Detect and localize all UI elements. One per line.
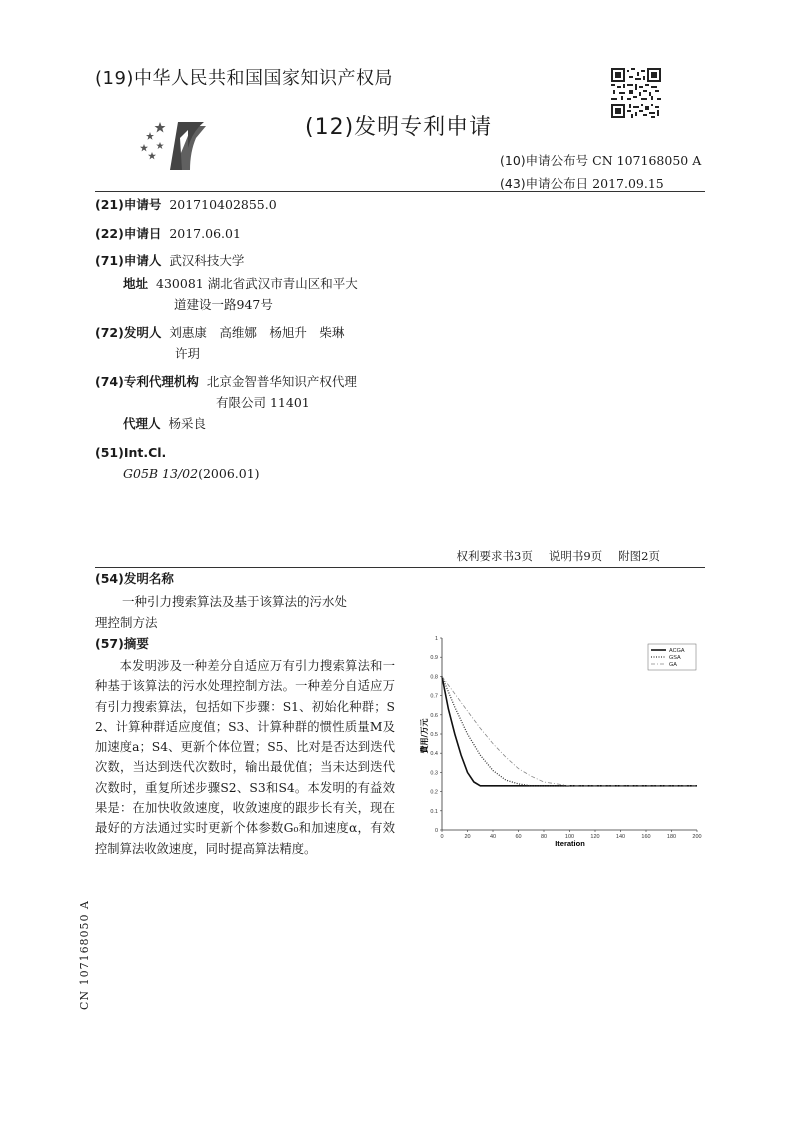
chart-y-tick-label: 0: [434, 828, 438, 834]
agent-label: 代理人: [123, 416, 161, 431]
chart-y-tick-label: 0.5: [430, 732, 438, 738]
chart-series-gsa: [442, 676, 697, 785]
abstract-field: [95, 633, 149, 655]
chart-y-tick-label: 0.6: [430, 712, 438, 719]
chart-y-tick-label: 0.8: [430, 674, 438, 681]
chart-x-tick-label: 160: [641, 834, 651, 840]
chart-y-tick-label: 1: [434, 636, 438, 642]
invention-title-label: (54)发明名称: [95, 571, 174, 586]
chart-y-tick-label: 0.4: [430, 751, 438, 758]
ipc-version: (2006.01): [198, 466, 260, 481]
agent: 杨采良: [168, 416, 207, 431]
address-field: [123, 273, 358, 295]
chart-y-tick-label: 0.3: [430, 770, 438, 777]
inventors-field: [95, 322, 344, 344]
abstract-label: (57)摘要: [95, 636, 149, 651]
chart-series-ga: [442, 676, 697, 785]
agency-line-2: 有限公司 11401: [216, 395, 310, 410]
description-pages: 说明书9页: [548, 549, 603, 563]
inventors-label: (72)发明人: [95, 325, 162, 340]
chart-y-tick-label: 0.1: [430, 808, 438, 815]
agent-field: [123, 413, 206, 435]
chart-x-tick-label: 60: [515, 834, 522, 840]
section-divider: [95, 567, 705, 568]
agency-field: [95, 371, 357, 393]
chart-x-tick-label: 0: [440, 834, 444, 840]
chart-series-acga: [442, 676, 697, 785]
inventors-line-1: 刘惠康 高维娜 杨旭升 柴琳: [169, 325, 345, 340]
chart-x-tick-label: 20: [464, 834, 471, 840]
application-date-field: [95, 223, 241, 245]
invention-title-field: [95, 568, 174, 590]
address-label: 地址: [123, 276, 149, 291]
chart-x-tick-label: 140: [615, 834, 626, 840]
chart-legend-label: ACGA: [669, 648, 685, 654]
side-publication-number: CN 107168050 A: [78, 900, 91, 1010]
invention-title-line-2: 理控制方法: [95, 615, 158, 630]
chart-x-tick-label: 40: [489, 834, 497, 840]
chart-x-tick-label: 200: [692, 834, 702, 840]
chart-x-axis-label: Iteration: [555, 839, 585, 848]
address-line-1: 430081 湖北省武汉市青山区和平大: [156, 276, 358, 291]
page-counts: [457, 548, 660, 564]
chart-y-axis-label: 費用/万元: [420, 718, 429, 754]
claims-pages: 权利要求书3页: [456, 549, 533, 563]
ipc-class: G05B 13/02: [123, 466, 199, 481]
convergence-chart: [420, 632, 705, 852]
publication-number-label: (10)申请公布号: [500, 153, 589, 168]
address-line-2: 道建设一路947号: [174, 297, 273, 312]
application-number-label: (21)申请号: [95, 197, 162, 212]
chart-x-tick-label: 80: [540, 834, 548, 840]
agency-line-1: 北京金智普华知识产权代理: [206, 374, 357, 389]
chart-y-tick-label: 0.9: [430, 655, 438, 662]
patent-office-name: (19)中华人民共和国国家知识产权局: [95, 68, 393, 89]
publication-number-row: [500, 151, 701, 169]
chart-x-tick-label: 180: [666, 834, 677, 840]
chart-y-tick-label: 0.7: [430, 693, 438, 700]
publication-date-label: (43)申请公布日: [500, 176, 589, 191]
application-number-field: [95, 194, 277, 216]
publication-date-row: [500, 174, 664, 192]
agency-label: (74)专利代理机构: [95, 374, 199, 389]
inventors-line-2: 许玥: [175, 346, 201, 361]
abstract-text: 本发明涉及一种差分自适应万有引力搜索算法和一种基于该算法的污水处理控制方法。一种差分自适应万有引力搜索算法，包括如下步骤：S1、初始化种群；S2、计算种群适应度值；S3、计算种群的惯性质量M及加速度a；S4、更新个体位置；S5、比对是否达到迭代次数，当达到迭代次数时，输出最优值；当未达到迭代次数时，重复所述步骤S2、S3和S4。本发明的有益效果是：在加快收敛速度，收敛速度的跟步长有关，现在最好的方法通过实时更新个体参数G₀和加速度α，有效控制算法收敛速度，同时提高算法精度。: [95, 659, 395, 856]
chart-legend-label: GA: [669, 662, 677, 668]
ipc-label: (51)Int.Cl.: [95, 445, 167, 460]
applicant-label: (71)申请人: [95, 253, 162, 268]
header-divider: [95, 191, 705, 192]
publication-number: CN 107168050 A: [592, 153, 702, 168]
chart-legend-label: GSA: [669, 655, 681, 661]
application-date: 2017.06.01: [169, 226, 241, 241]
drawings-pages: 附图2页: [618, 549, 660, 563]
chart-x-tick-label: 100: [564, 834, 575, 840]
application-number: 201710402855.0: [169, 197, 277, 212]
ipc-classification: [123, 463, 260, 485]
invention-title-line-1: 一种引力搜索算法及基于该算法的污水处: [122, 594, 348, 609]
qr-code-icon: [611, 68, 661, 118]
application-date-label: (22)申请日: [95, 226, 162, 241]
document-type: (12)发明专利申请: [305, 115, 493, 140]
chart-x-tick-label: 120: [590, 834, 600, 840]
publication-date: 2017.09.15: [592, 176, 664, 191]
applicant: 武汉科技大学: [169, 253, 245, 268]
cnipa-logo: [130, 108, 220, 178]
ipc-field: [95, 442, 166, 464]
chart-y-tick-label: 0.2: [430, 789, 438, 796]
applicant-field: [95, 250, 244, 272]
